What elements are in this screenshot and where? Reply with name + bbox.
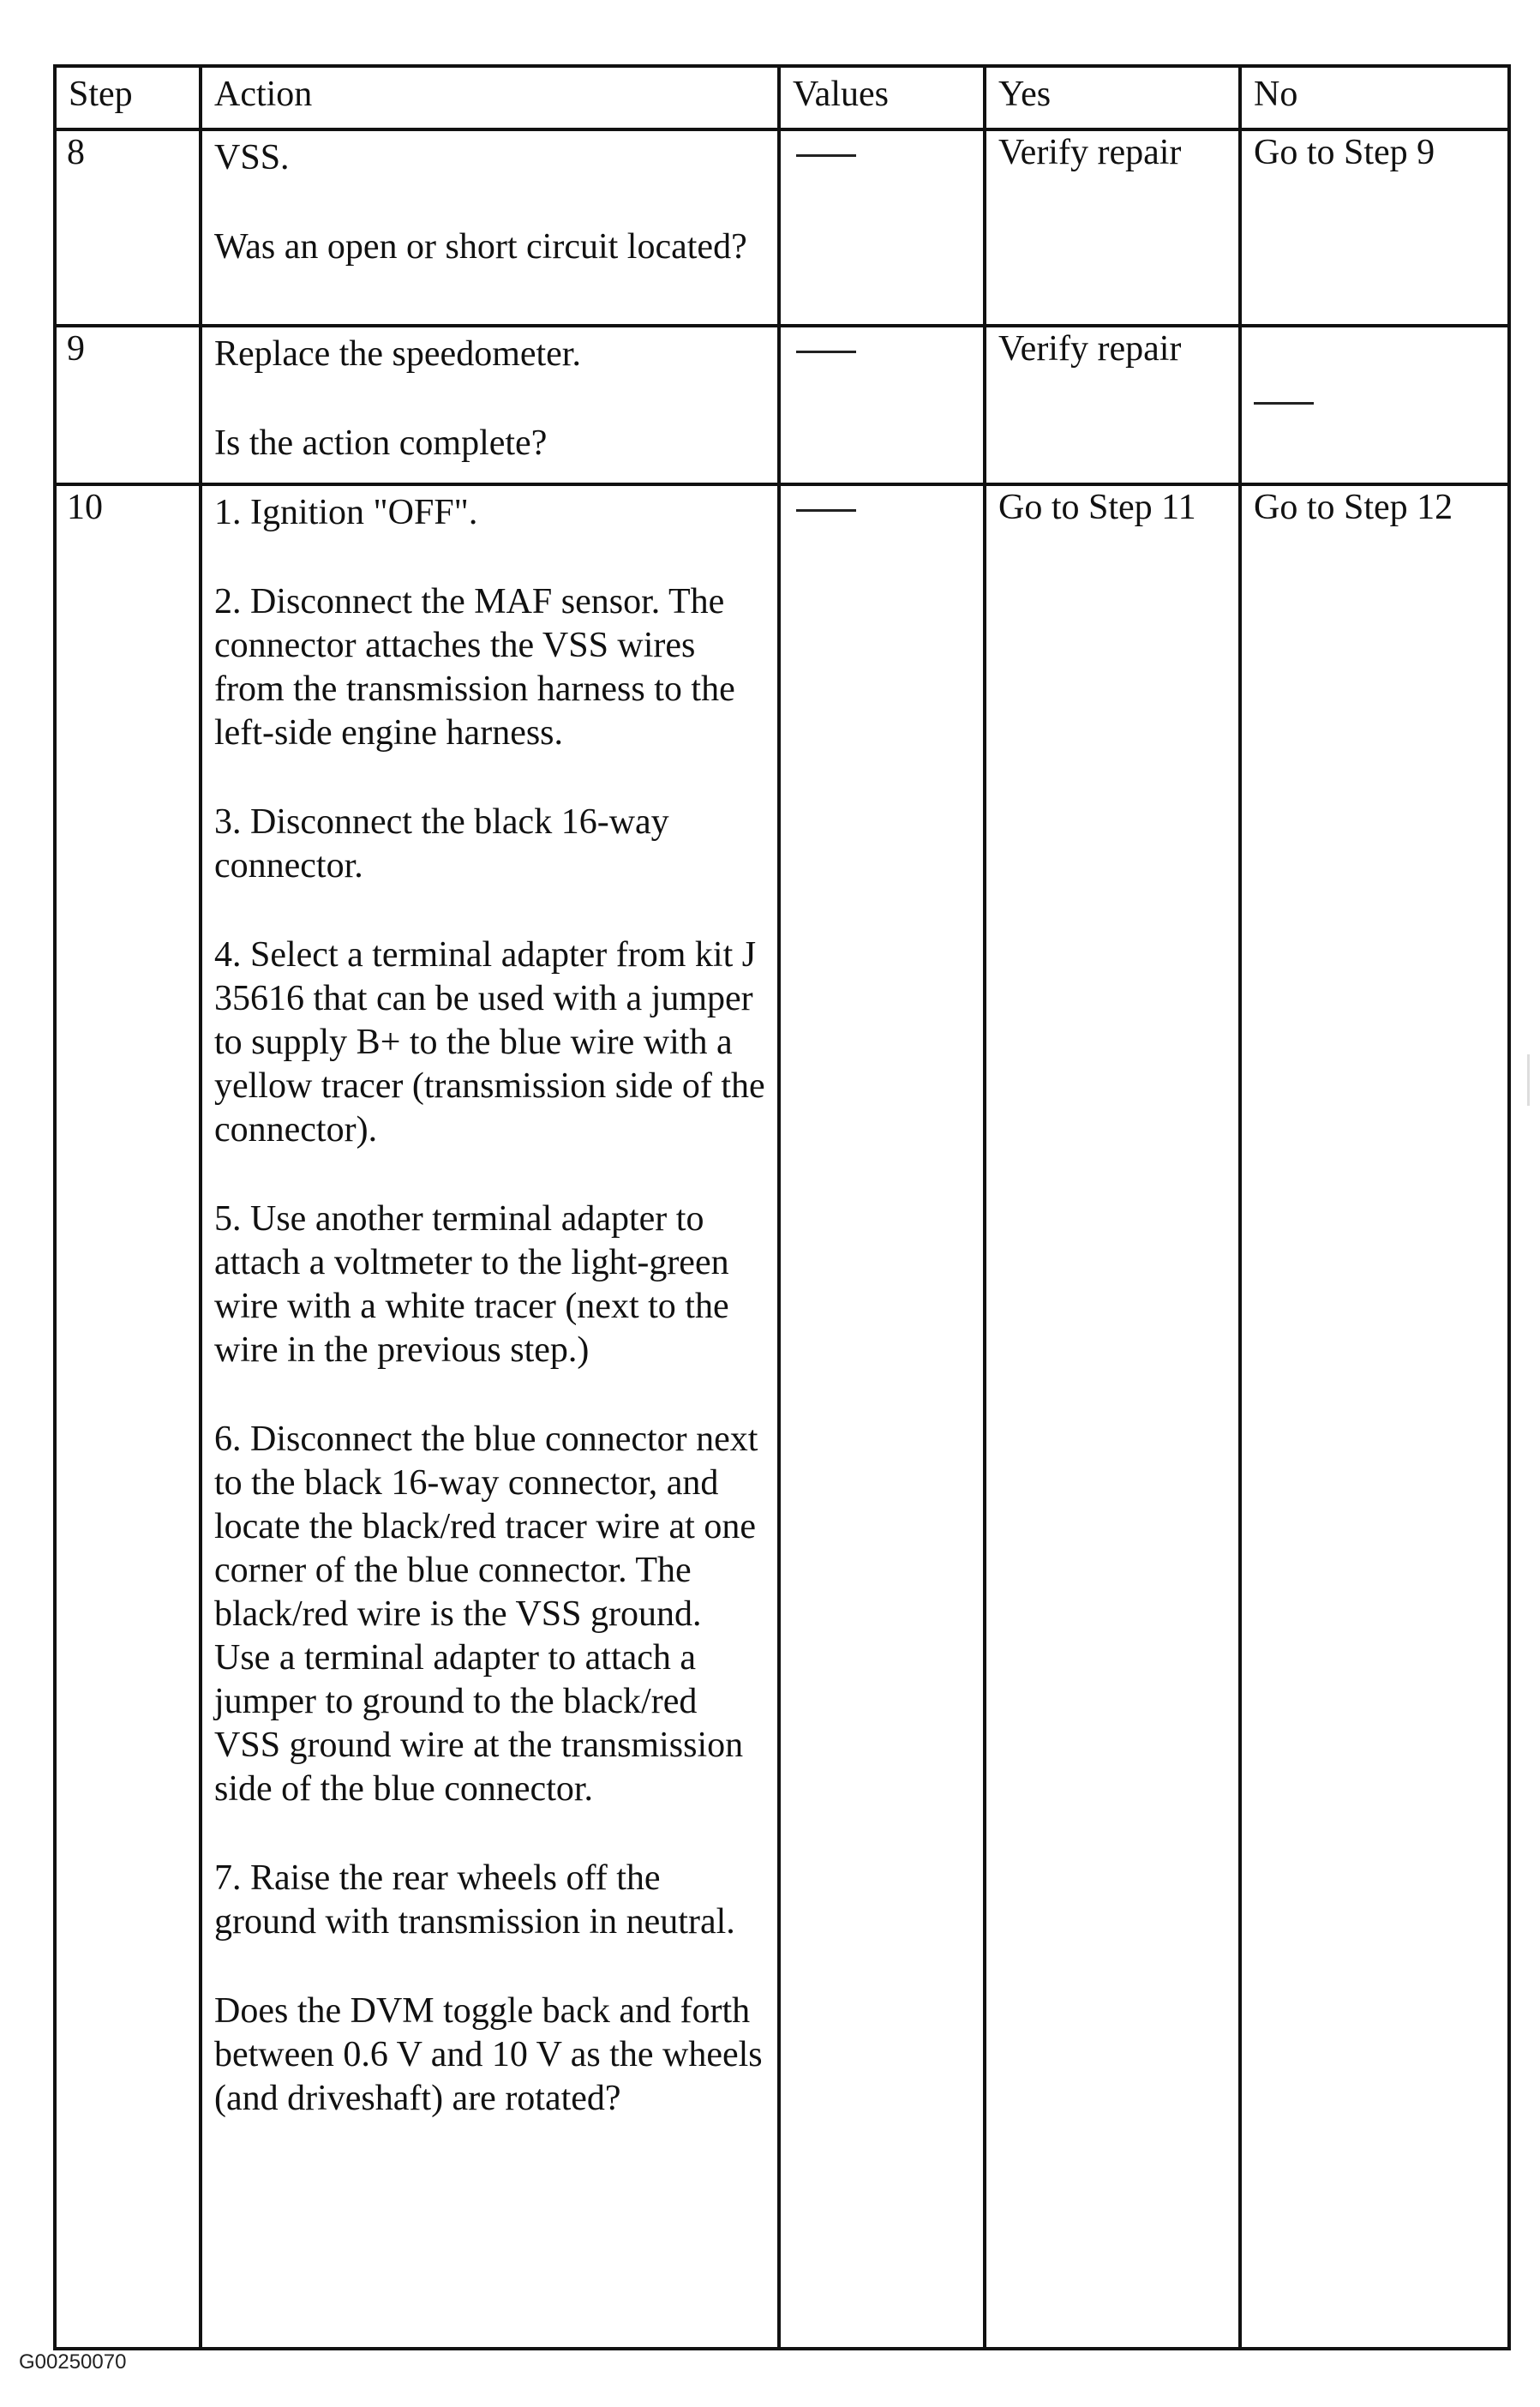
header-yes: Yes — [985, 66, 1240, 129]
action-step-6: 6. Disconnect the blue connector next to the black 16-way connector, and locate the black/red tracer wire at one corner of the blue connector. The black/red wire is the VSS ground. Use a terminal adapter to attach a jumper to ground to the black/red VSS ground wire at the transmission side of the blue connector. — [214, 1420, 758, 1809]
action-step-7: 7. Raise the rear wheels off the ground with transmission in neutral. — [214, 1858, 735, 1942]
action-text: VSS. — [214, 138, 290, 177]
figure-code: G00250070 — [19, 2350, 127, 2374]
table-row-step-8 — [55, 129, 1509, 326]
action-cell — [201, 326, 779, 484]
no-cell — [1240, 326, 1509, 484]
step-number: 9 — [55, 326, 201, 484]
table-header-row — [55, 66, 1509, 129]
action-question: Was an open or short circuit located? — [214, 227, 747, 267]
action-step-2: 2. Disconnect the MAF sensor. The connector attaches the VSS wires from the transmission harness to the left-side engine harness. — [214, 582, 735, 753]
yes-cell: Go to Step 11 — [985, 484, 1240, 2349]
table-row-step-10 — [55, 484, 1509, 2349]
header-step: Step — [55, 66, 201, 129]
empty-value-dash — [796, 351, 856, 353]
empty-no-dash — [1254, 402, 1314, 405]
no-cell: Go to Step 9 — [1240, 129, 1509, 326]
scan-artifact — [1527, 1054, 1530, 1106]
action-question: Does the DVM toggle back and forth between 0.6 V and 10 V as the wheels (and driveshaft) are rotated? — [214, 1991, 763, 2118]
values-cell — [779, 484, 985, 2349]
action-text: Replace the speedometer. — [214, 334, 581, 374]
action-question: Is the action complete? — [214, 423, 548, 463]
header-no: No — [1240, 66, 1509, 129]
header-values: Values — [779, 66, 985, 129]
action-cell — [201, 129, 779, 326]
header-action: Action — [201, 66, 779, 129]
yes-cell: Verify repair — [985, 326, 1240, 484]
action-step-1: 1. Ignition "OFF". — [214, 493, 478, 532]
yes-cell: Verify repair — [985, 129, 1240, 326]
values-cell — [779, 129, 985, 326]
action-cell — [201, 484, 779, 2349]
table-row-step-9 — [55, 326, 1509, 484]
action-step-5: 5. Use another terminal adapter to attach a voltmeter to the light-green wire with a white tracer (next to the wire in the previous step.) — [214, 1199, 729, 1370]
procedure-table — [53, 64, 1511, 2350]
empty-value-dash — [796, 154, 856, 157]
empty-value-dash — [796, 509, 856, 512]
action-step-4: 4. Select a terminal adapter from kit J 35616 that can be used with a jumper to supply B+ to the blue wire with a yellow tracer (transmission side of the connector). — [214, 935, 765, 1149]
step-number: 10 — [55, 484, 201, 2349]
action-step-3: 3. Disconnect the black 16-way connector. — [214, 802, 669, 885]
step-number: 8 — [55, 129, 201, 326]
no-cell: Go to Step 12 — [1240, 484, 1509, 2349]
values-cell — [779, 326, 985, 484]
